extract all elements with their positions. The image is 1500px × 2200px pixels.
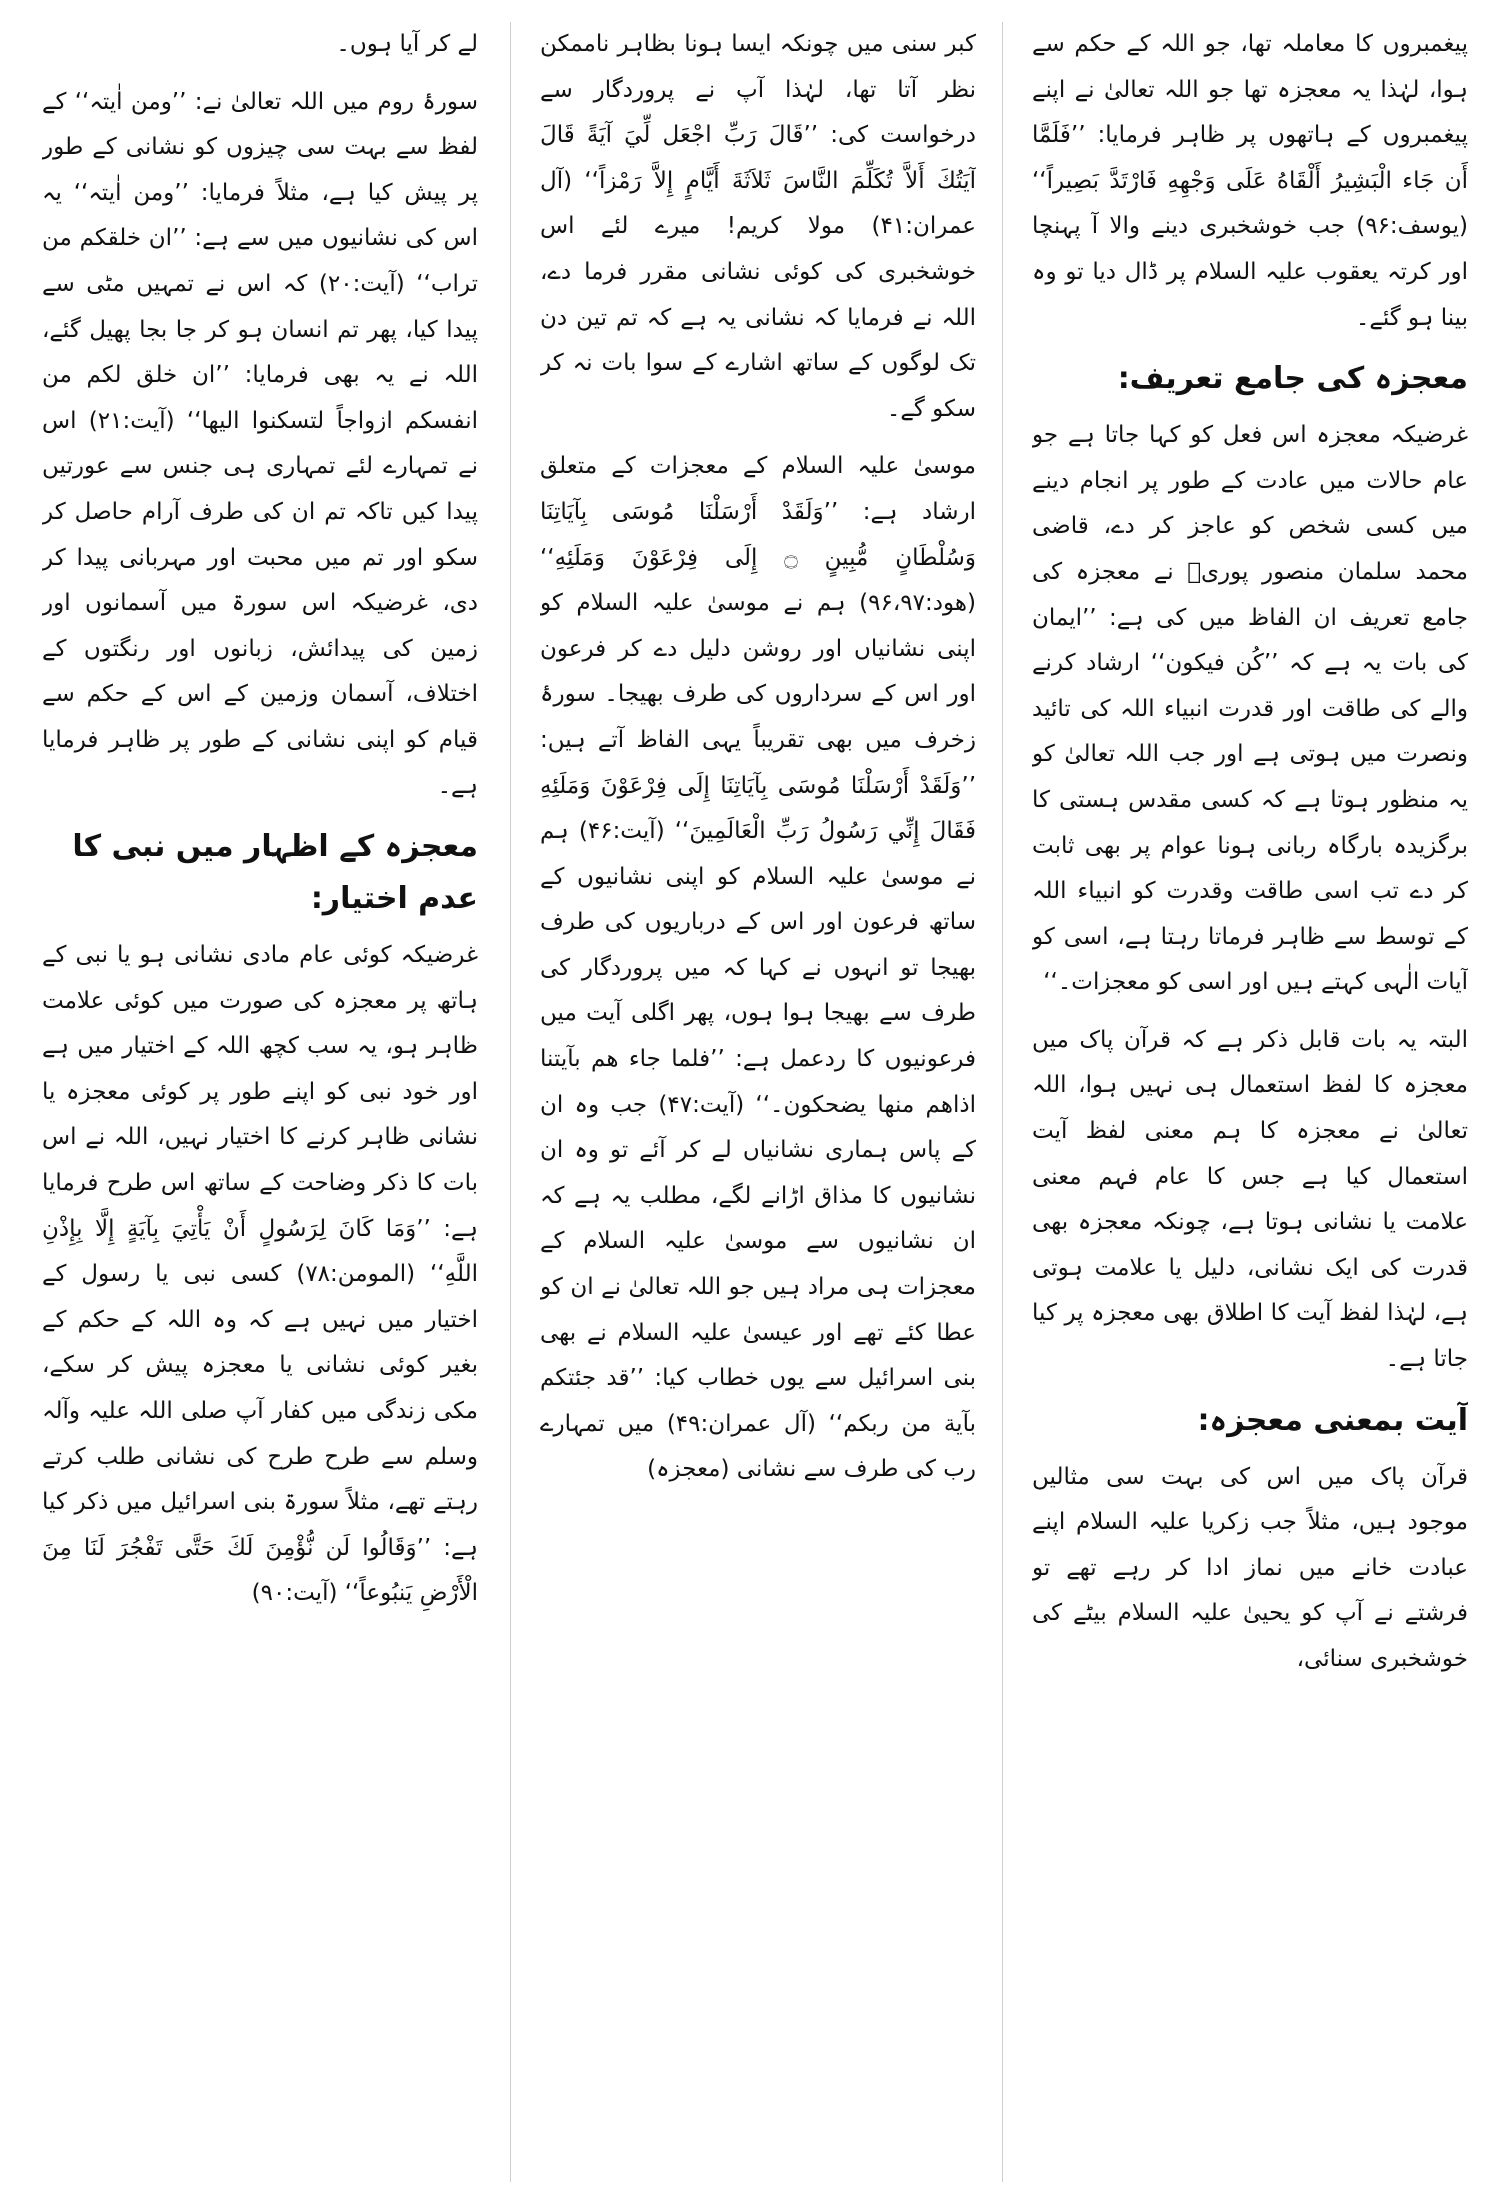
paragraph: قرآن پاک میں اس کی بہت سی مثالیں موجود ہیں، مثلاً جب زکریا علیہ السلام اپنے عبادت خانے میں نماز ادا کر رہے تھے تو فرشتے نے آپ کو یحییٰ علیہ السلام بیٹے کی خوشخبری سنائی،: [1032, 1463, 1468, 1672]
paragraph: کبر سنی میں چونکہ ایسا ہونا بظاہر ناممکن نظر آتا تھا، لہٰذا آپ نے پروردگار سے درخواست کی: ’’قَالَ رَبِّ اجْعَل لِّيَ آيَةً قَالَ آيَتُكَ أَلاَّ تُكَلِّمَ النَّاسَ ثَلاَثَةَ أَيَّامٍ إِلاَّ رَمْزاً‘‘ (آل عمران:۴۱) مولا کریم! میرے لئے اس خوشخبری کی کوئی نشانی مقرر فرما دے، اللہ نے فرمایا کہ نشانی یہ ہے کہ تم تین دن تک لوگوں کے ساتھ اشارے کے سوا بات نہ کر سکو گے۔: [540, 31, 976, 422]
paragraph: لے کر آیا ہوں۔: [336, 31, 478, 57]
paragraph: غرضیکہ کوئی عام مادی نشانی ہو یا نبی کے ہاتھ پر معجزہ کی صورت میں کوئی علامت ظاہر ہو، یہ سب کچھ اللہ کے اختیار میں ہے اور خود نبی کو اپنے طور پر کوئی معجزہ یا نشانی ظاہر کرنے کا اختیار نہیں، اللہ نے اس بات کا ذکر وضاحت کے ساتھ اس طرح فرمایا ہے: ’’وَمَا كَانَ لِرَسُولٍ أَنْ يَأْتِيَ بِآيَةٍ إِلَّا بِإِذْنِ اللَّهِ‘‘ (المومن:۷۸) کسی نبی یا رسول کے اختیار میں نہیں ہے کہ وہ اللہ کے حکم کے بغیر کوئی نشانی یا معجزہ پیش کر سکے، مکی زندگی میں کفار آپ صلی اللہ علیہ وآلہ وسلم سے طرح طرح کی نشانی طلب کرتے رہتے تھے، مثلاً سورۃ بنی اسرائیل میں ذکر کیا ہے: ’’وَقَالُوا لَن نُّؤْمِنَ لَكَ حَتَّى تَفْجُرَ لَنَا مِنَ الْأَرْضِ يَنبُوعاً‘‘ (آیت:۹۰): [42, 942, 478, 1607]
paragraph: سورۂ روم میں اللہ تعالیٰ نے: ’’ومن اٰیتہ‘‘ کے لفظ سے بہت سی چیزوں کو نشانی کے طور پر پیش کیا ہے، مثلاً فرمایا: ’’ومن اٰیتہ‘‘ یہ اس کی نشانیوں میں سے ہے: ’’ان خلقکم من تراب‘‘ (آیت:۲۰) کہ اس نے تمہیں مٹی سے پیدا کیا، پھر تم انسان ہو کر جا بجا پھیل گئے، اللہ نے یہ بھی فرمایا: ’’ان خلق لکم من انفسکم ازواجاً لتسکنوا الیها‘‘ (آیت:۲۱) اس نے تمہارے لئے تمہاری ہی جنس سے عورتیں پیدا کیں تاکہ تم ان کی طرف آرام حاصل کر سکو اور تم میں محبت اور مہربانی پیدا کر دی، غرضیکہ اس سورۃ میں آسمانوں اور زمین کی پیدائش، زبانوں اور رنگتوں کے اختلاف، آسمان وزمین کے اس کے حکم سے قیام کو اپنی نشانی کے طور پر ظاہر فرمایا ہے۔: [42, 88, 478, 799]
paragraph: غرضیکہ معجزہ اس فعل کو کہا جاتا ہے جو عام حالات میں عادت کے طور پر انجام دینے میں کسی شخص کو عاجز کر دے، قاضی محمد سلمان منصور پوریؒ نے معجزہ کی جامع تعریف ان الفاظ میں کی ہے: ’’ایمان کی بات یہ ہے کہ ’’کُن فیکون‘‘ ارشاد کرنے والے کی طاقت اور قدرت انبیاء اللہ کی تائید ونصرت میں ہوتی ہے اور جب اللہ تعالیٰ کو یہ منظور ہوتا ہے کہ کسی مقدس ہستی کا برگزیدہ بارگاہ ربانی ہونا عوام پر بھی ثابت کر دے تب اسی طاقت وقدرت کو انبیاء اللہ کے توسط سے ظاہر فرماتا رہتا ہے، اسی کو آیات الٰہی کہتے ہیں اور اسی کو معجزات۔‘‘: [1032, 422, 1468, 996]
column-divider: [510, 22, 511, 2182]
paragraph: البتہ یہ بات قابل ذکر ہے کہ قرآن پاک میں معجزہ کا لفظ استعمال ہی نہیں ہوا، اللہ تعالیٰ نے معجزہ کا ہم معنی لفظ آیت استعمال کیا ہے جس کا عام فہم معنی علامت یا نشانی ہوتا ہے، چونکہ معجزہ بھی قدرت کی ایک نشانی، دلیل یا علامت ہوتی ہے، لہٰذا لفظ آیت کا اطلاق بھی معجزہ پر کیا جاتا ہے۔: [1032, 1026, 1468, 1373]
article-column-left: [42, 22, 478, 2182]
section-heading: آیت بمعنی معجزہ:: [1197, 1402, 1468, 1438]
article-column-right: [1032, 22, 1468, 2182]
section-heading: معجزہ کی جامع تعریف:: [1117, 361, 1468, 397]
article-column-middle: [540, 22, 976, 2182]
section-heading: معجزہ کے اظہار میں نبی کا عدم اختیار:: [72, 829, 478, 917]
column-divider: [1002, 22, 1003, 2182]
paragraph: موسیٰ علیہ السلام کے معجزات کے متعلق ارشاد ہے: ’’وَلَقَدْ أَرْسَلْنَا مُوسَى بِآيَاتِنَا وَسُلْطَانٍ مُّبِينٍ ۝ إِلَى فِرْعَوْنَ وَمَلَئِهِ‘‘ (هود:۹۶،۹۷) ہم نے موسیٰ علیہ السلام کو اپنی نشانیاں اور روشن دلیل دے کر فرعون اور اس کے سرداروں کی طرف بھیجا۔ سورۂ زخرف میں بھی تقریباً یہی الفاظ آتے ہیں: ’’وَلَقَدْ أَرْسَلْنَا مُوسَى بِآيَاتِنَا إِلَى فِرْعَوْنَ وَمَلَئِهِ فَقَالَ إِنِّي رَسُولُ رَبِّ الْعَالَمِينَ‘‘ (آیت:۴۶) ہم نے موسیٰ علیہ السلام کو اپنی نشانیوں کے ساتھ فرعون اور اس کے درباریوں کی طرف بھیجا تو انہوں نے کہا کہ میں پروردگار کی طرف سے بھیجا ہوا ہوں، پھر اگلی آیت میں فرعونیوں کا ردعمل ہے: ’’فلما جاء هم بآیتنا اذاهم منها یضحکون۔‘‘ (آیت:۴۷) جب وہ ان کے پاس ہماری نشانیاں لے کر آئے تو وہ ان نشانیوں کا مذاق اڑانے لگے، مطلب یہ ہے کہ ان نشانیوں سے موسیٰ علیہ السلام کے معجزات ہی مراد ہیں جو اللہ تعالیٰ نے ان کو عطا کئے تھے اور عیسیٰ علیہ السلام نے بھی بنی اسرائیل سے یوں خطاب کیا: ’’قد جئتکم بآية من ربکم‘‘ (آل عمران:۴۹) میں تمہارے رب کی طرف سے نشانی (معجزہ): [540, 453, 976, 1483]
paragraph: پیغمبروں کا معاملہ تھا، جو اللہ کے حکم سے ہوا، لہٰذا یہ معجزہ تھا جو اللہ تعالیٰ نے اپنے پیغمبروں کے ہاتھوں پر ظاہر فرمایا: ’’فَلَمَّا أَن جَاء الْبَشِيرُ أَلْقَاهُ عَلَى وَجْهِهِ فَارْتَدَّ بَصِيراً‘‘ (یوسف:۹۶) جب خوشخبری دینے والا آ پہنچا اور کرتہ یعقوب علیہ السلام پر ڈال دیا تو وہ بینا ہو گئے۔: [1032, 31, 1468, 331]
